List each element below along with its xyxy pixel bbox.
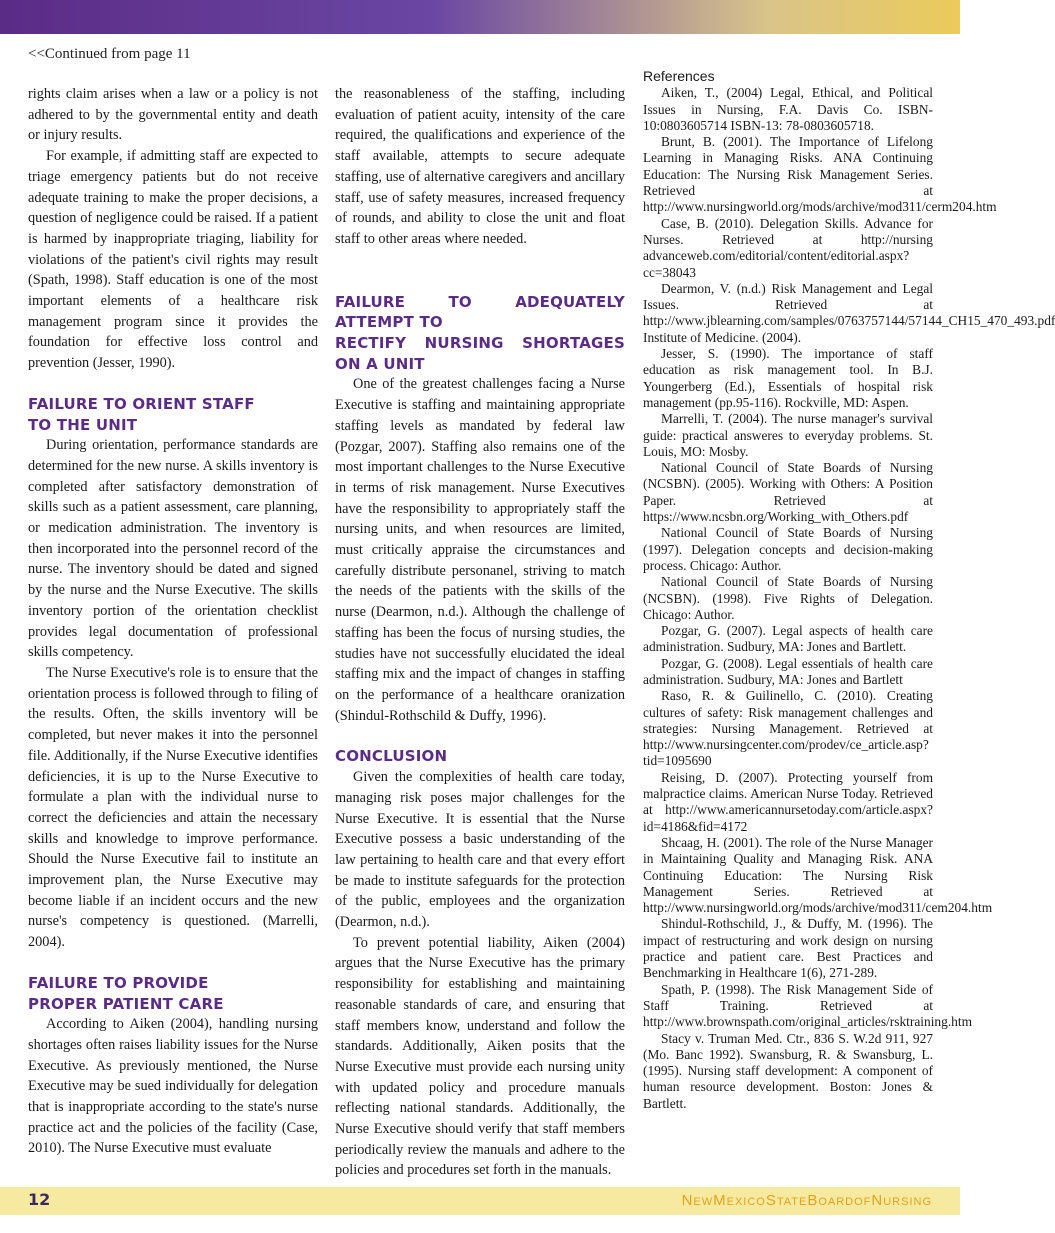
reference-item: National Council of State Boards of Nursing (NCSBN). (1998). Five Rights of Delegation. Chicago: Author. (643, 574, 933, 622)
footer-brand: NewMexicoStateBoardofNursing (681, 1192, 932, 1209)
reference-item: National Council of State Boards of Nursing (1997). Delegation concepts and decision-making process. Chicago: Author. (643, 525, 933, 573)
section-heading-shortages: FAILURE TO ADEQUATELY ATTEMPT TO RECTIFY NURSING SHORTAGES ON A UNIT (335, 292, 625, 373)
references-list (643, 85, 1055, 1112)
reference-item: Shcaag, H. (2001). The role of the Nurse Manager in Maintaining Quality and Managing Risk. ANA Continuing Education: The Nursing Risk Management Series. Retrieved at http://www.nursingworld.org/mods/archive/mod311/cem204.htm (643, 834, 993, 916)
paragraph: Given the complexities of health care today, managing risk poses major challenges for the Nurse Executive. It is essential that the Nurse Executive possess a basic understanding of the law pertaining to health care and that every effort be made to institute safeguards for the protection of the public, employees and the organization (Dearmon, n.d.). (335, 769, 625, 931)
reference-item: Case, B. (2010). Delegation Skills. Advance for Nurses. Retrieved at http://nursing advanceweb.com/editorial/content/editorial.aspx?cc=38043 (643, 215, 933, 280)
column-1 (28, 84, 318, 1159)
reference-item: Aiken, T., (2004) Legal, Ethical, and Political Issues in Nursing, F.A. Davis Co. ISBN-10:0803605714 ISBN-13: 78-0803605718. (643, 85, 933, 133)
paragraph: One of the greatest challenges facing a Nurse Executive is staffing and maintaining appropriate staffing levels as mandated by federal law (Pozgar, 2007). Staffing also remains one of the most important challenges to the Nurse Executive in terms of risk management. Nurse Executives have the responsibility to appropriately staff the nursing units, and when resources are limited, must critically appraise the circumstances and carefully distribute personanel, striving to match the needs of the patients with the skills of the nurse (Dearmon, n.d.). Although the challenge of staffing has been the focus of nursing studies, the studies have not successfully elucidated the ideal staffing mix and the impact of changes in staffing on the performance of a healthcare oranization (Shindul-Rothschild & Duffy, 1996). (335, 376, 625, 724)
reference-item: Spath, P. (1998). The Risk Management Side of Staff Training. Retrieved at http://www.brownspath.com/original_articles/rsktraining.htm (643, 981, 973, 1030)
continued-note: <<Continued from page 11 (28, 46, 191, 62)
reference-item: National Council of State Boards of Nursing (NCSBN). (2005). Working with Others: A Position Paper. Retrieved at https://www.ncsbn.org/Working_with_Others.pdf (643, 460, 933, 525)
paragraph: During orientation, performance standards are determined for the new nurse. A skills inventory is completed after satisfactory demonstration of skills such as a patient assessment, care planning, or medication administration. The inventory is then incorporated into the personnel record of the nurse. The inventory should be dated and signed by the nurse and the Nurse Executive. The skills inventory portion of the orientation checklist provides legal documentation of professional skills competency. (28, 437, 318, 661)
paragraph: For example, if admitting staff are expected to triage emergency patients but do not receive adequate training to make the proper decisions, a question of negligence could be raised. If a patient is harmed by inappropriate triaging, liability for violations of the patient's civil rights may result (Spath, 1998). Staff education is one of the most important elements of a healthcare risk management program since it provides the foundation for effective loss control and prevention (Jesser, 1990). (28, 148, 318, 372)
reference-item: Shindul-Rothschild, J., & Duffy, M. (1996). The impact of restructuring and work design on nursing practice and patient care. Best Practices and Benchmarking in Healthcare 1(6), 271-289. (643, 916, 933, 981)
column-2 (335, 84, 625, 1181)
section-heading-conclusion: CONCLUSION (335, 747, 448, 766)
paragraph: rights claim arises when a law or a policy is not adhered to by the governmental entity and death or injury results. (28, 86, 318, 144)
reference-item: Raso, R. & Guilinello, C. (2010). Creating cultures of safety: Risk management challenges and strategies: Nursing Management. Retrieved at http://www.nursingcenter.com/prodev/ce_article.asp?tid=1095690 (643, 688, 933, 769)
paragraph: The Nurse Executive's role is to ensure that the orientation process is followed through to filing of the results. Often, the skills inventory will be completed, but never makes it into the personnel file. Additionally, if the Nurse Executive identifies deficiencies, it is up to the Nurse Executive to formulate a plan with the individual nurse to correct the deficiencies and attain the necessary skills and knowledge to improve performance. Should the Nurse Executive fail to institute an improvement plan, the Nurse Executive may become liable if an incident occurs and the new nurse's competency is questioned. (Marrelli, 2004). (28, 664, 318, 951)
reference-item: Pozgar, G. (2008). Legal essentials of health care administration. Sudbury, MA: Jones and Bartlett (643, 655, 933, 687)
references-column (643, 68, 1055, 1112)
reference-item: Marrelli, T. (2004). The nurse manager's survival guide: practical answeres to everyday problems. St. Louis, MO: Mosby. (643, 411, 933, 459)
reference-item: Stacy v. Truman Med. Ctr., 836 S. W.2d 911, 927 (Mo. Banc 1992). Swansburg, R. & Swansburg, L. (1995). Nursing staff development: A component of human resource development. Boston: Jones & Bartlett. (643, 1030, 933, 1111)
reference-item: Dearmon, V. (n.d.) Risk Management and Legal Issues. Retrieved at http://www.jblearning.com/samples/0763757144/57144_CH15_470_493.pdf Institute of Medicine. (2004). (643, 280, 1055, 345)
reference-item: Pozgar, G. (2007). Legal aspects of health care administration. Sudbury, MA: Jones and Bartlett. (643, 623, 933, 655)
reference-item: Jesser, S. (1990). The importance of staff education as risk management tool. In B.J. Youngerberg (Ed.), Essentials of hospital risk management (pp.95-116). Rockville, MD: Aspen. (643, 346, 933, 410)
paragraph: According to Aiken (2004), handling nursing shortages often raises liability issues for the Nurse Executive. As previously mentioned, the Nurse Executive may be sued individually for delegation that is inappropriate according to the state's nurse practice act and the policies of the facility (Case, 2010). The Nurse Executive must evaluate (28, 1016, 318, 1157)
page-number: 12 (28, 1190, 51, 1209)
section-heading-orient: FAILURE TO ORIENT STAFF TO THE UNIT (28, 394, 255, 434)
paragraph: To prevent potential liability, Aiken (2004) argues that the Nurse Executive has the primary responsibility for establishing and maintaining reasonable standards of care, and ensuring that staff members know, understand and follow the standards. Additionally, Aiken posits that the Nurse Executive must provide each nursing unity with updated policy and procedure manuals reflecting national standards. Additionally, the Nurse Executive should verify that staff members periodically review the manuals and adhere to the policies and procedures set forth in the manuals. (335, 934, 625, 1179)
section-heading-patient-care: FAILURE TO PROVIDE PROPER PATIENT CARE (28, 973, 224, 1013)
references-title: References (643, 68, 715, 84)
reference-item: Reising, D. (2007). Protecting yourself from malpractice claims. American Nurse Today. Retrieved at http://www.americannursetoday.com/article.aspx?id=4186&fid=4172 (643, 769, 933, 834)
paragraph: the reasonableness of the staffing, including evaluation of patient acuity, intensity of the care required, the qualifications and experience of the staff available, attempts to secure adequate staffing, use of alternative caregivers and ancillary staff, use of safety measures, increased frequency of rounds, and ability to close the unit and float staff to other areas where needed. (335, 86, 625, 247)
header-band (0, 0, 960, 34)
reference-item: Brunt, B. (2001). The Importance of Lifelong Learning in Managing Risks. ANA Continuing Education: The Nursing Risk Management Series. Retrieved at http://www.nursingworld.org/mods/archive/mod311/cerm204.htm (643, 134, 997, 215)
